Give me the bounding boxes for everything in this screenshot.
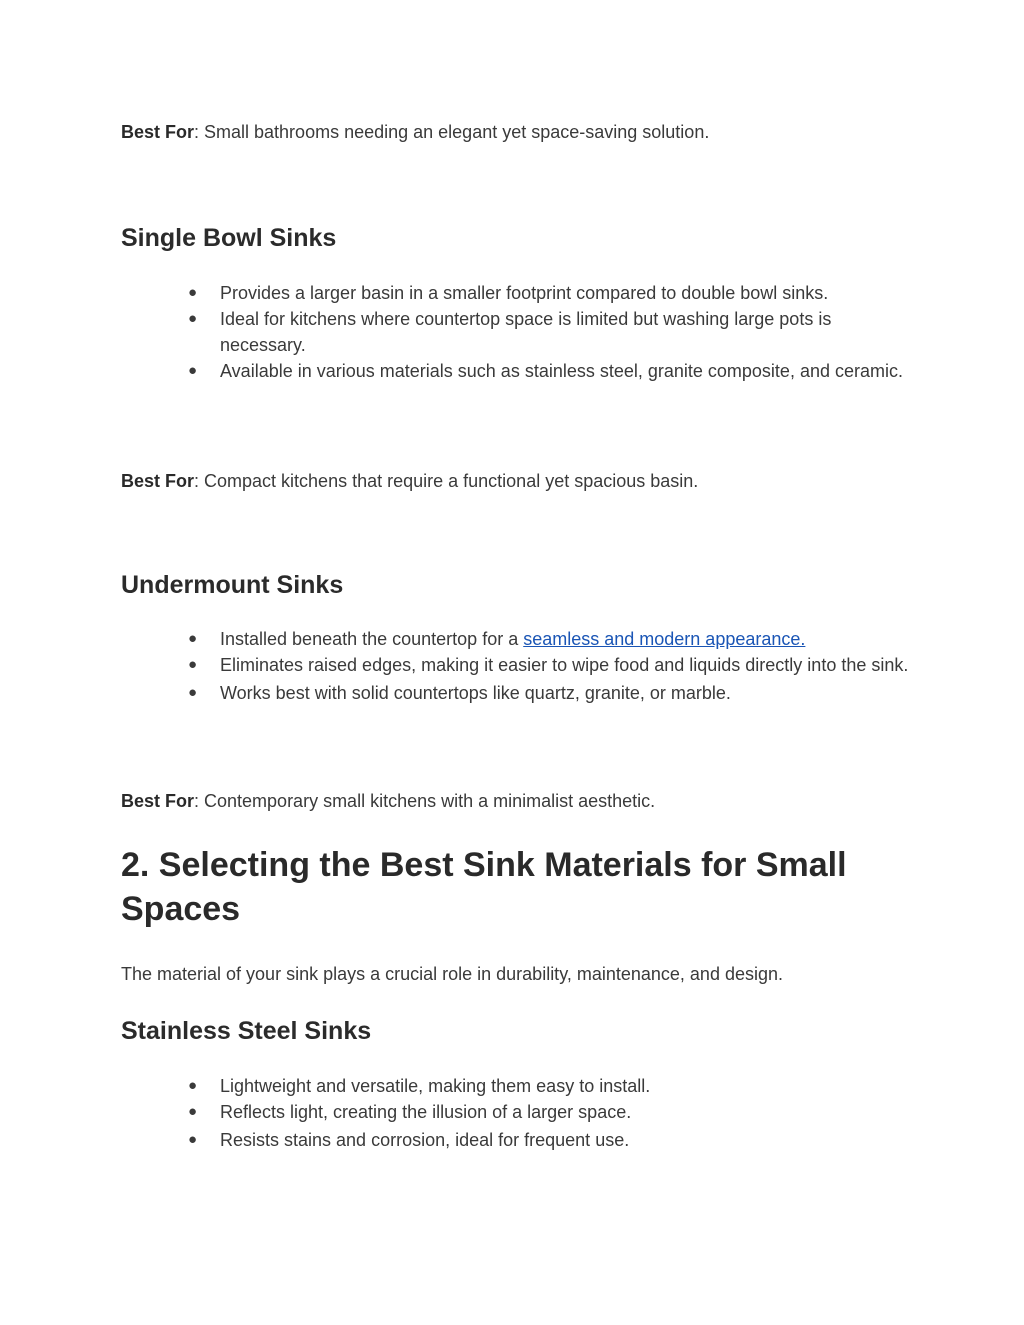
undermount-list xyxy=(0,626,1024,706)
bullet-icon: ● xyxy=(188,310,198,327)
list-item: ● Resists stains and corrosion, ideal for frequent use. xyxy=(0,1127,910,1153)
list-item: ● Reflects light, creating the illusion of a larger space. xyxy=(0,1099,910,1125)
list-item: ● Installed beneath the countertop for a seamless and modern appearance. xyxy=(0,626,910,652)
best-for-label: Best For xyxy=(121,122,195,142)
best-for-text: : Compact kitchens that require a functional yet spacious basin. xyxy=(194,471,699,491)
best-for-contemporary xyxy=(121,788,655,814)
list-item: ● Provides a larger basin in a smaller footprint compared to double bowl sinks. xyxy=(0,280,910,306)
best-for-compact-kitchens xyxy=(121,468,698,494)
heading-undermount-sinks: Undermount Sinks xyxy=(121,571,344,599)
bullet-icon: ● xyxy=(188,630,198,647)
best-for-bathrooms xyxy=(121,119,709,145)
heading-stainless-steel-sinks: Stainless Steel Sinks xyxy=(121,1017,372,1045)
single-bowl-list xyxy=(0,280,1024,384)
list-item: ● Available in various materials such as stainless steel, granite composite, and ceramic. xyxy=(0,358,910,384)
materials-intro: The material of your sink plays a crucial role in durability, maintenance, and design. xyxy=(121,964,784,984)
bullet-icon: ● xyxy=(188,1103,198,1120)
heading-single-bowl-sinks: Single Bowl Sinks xyxy=(121,224,337,252)
bullet-icon: ● xyxy=(188,362,198,379)
heading-sink-materials: 2. Selecting the Best Sink Materials for Small Spaces xyxy=(121,846,847,928)
stainless-list xyxy=(0,1073,1024,1153)
list-item: ● Lightweight and versatile, making them easy to install. xyxy=(0,1073,910,1099)
best-for-label: Best For xyxy=(121,471,195,491)
list-item: ● Eliminates raised edges, making it easier to wipe food and liquids directly into the sink. xyxy=(0,652,910,678)
bullet-icon: ● xyxy=(188,1131,198,1148)
bullet-icon: ● xyxy=(188,684,198,701)
best-for-label: Best For xyxy=(121,791,195,811)
list-item: ● Works best with solid countertops like quartz, granite, or marble. xyxy=(0,680,910,706)
list-item: ● Ideal for kitchens where countertop space is limited but washing large pots is necessary. xyxy=(0,306,910,358)
bullet-icon: ● xyxy=(188,1077,198,1094)
seamless-appearance-link[interactable]: seamless and modern appearance. xyxy=(523,629,806,649)
best-for-text: : Contemporary small kitchens with a minimalist aesthetic. xyxy=(194,791,656,811)
bullet-icon: ● xyxy=(188,656,198,673)
bullet-icon: ● xyxy=(188,284,198,301)
best-for-text: : Small bathrooms needing an elegant yet space-saving solution. xyxy=(194,122,710,142)
